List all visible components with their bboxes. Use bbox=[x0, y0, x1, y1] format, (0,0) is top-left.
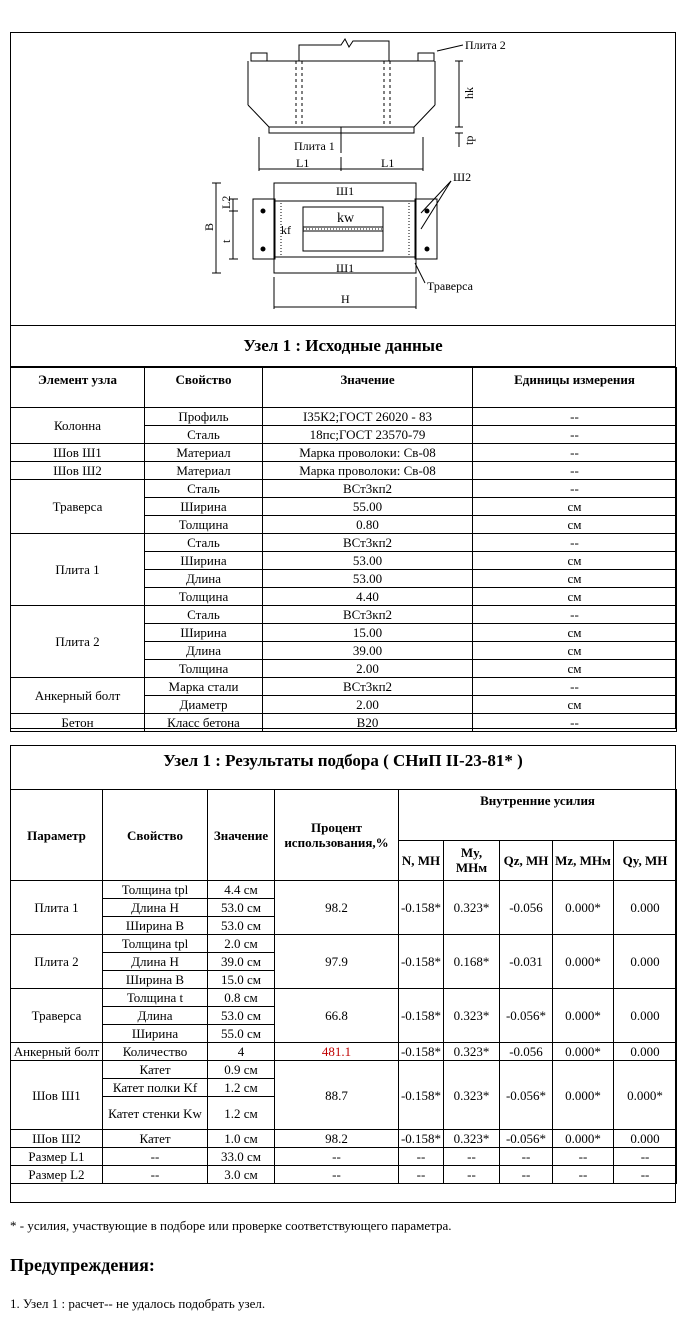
force-qz-cell: -0.056* bbox=[500, 989, 553, 1043]
property-cell: Материал bbox=[145, 462, 263, 480]
element-cell: Плита 2 bbox=[11, 606, 145, 678]
value-cell: 3.0 см bbox=[208, 1166, 275, 1184]
unit-cell: см bbox=[473, 624, 677, 642]
percent-cell: 98.2 bbox=[275, 881, 399, 935]
force-qy-cell: 0.000 bbox=[614, 881, 677, 935]
force-my-cell: 0.323* bbox=[444, 1043, 500, 1061]
table-row bbox=[11, 606, 677, 624]
force-mz-cell: 0.000* bbox=[553, 935, 614, 989]
value-cell: 39.0 см bbox=[208, 953, 275, 971]
property-cell: Толщина bbox=[145, 588, 263, 606]
value-cell: 33.0 см bbox=[208, 1148, 275, 1166]
unit-cell: -- bbox=[473, 444, 677, 462]
unit-cell: см bbox=[473, 570, 677, 588]
node-schematic bbox=[11, 33, 675, 325]
force-qz-cell: -0.056 bbox=[500, 1043, 553, 1061]
table-row bbox=[11, 1130, 677, 1148]
force-mz-cell: 0.000* bbox=[553, 1061, 614, 1130]
percent-cell: 97.9 bbox=[275, 935, 399, 989]
value-cell: I35К2;ГОСТ 26020 - 83 bbox=[263, 408, 473, 426]
unit-cell: -- bbox=[473, 534, 677, 552]
property-cell: Длина H bbox=[103, 899, 208, 917]
property-cell: Ширина bbox=[103, 1025, 208, 1043]
force-mz-cell: 0.000* bbox=[553, 881, 614, 935]
l2-label: L2 bbox=[219, 195, 233, 209]
element-cell: Шов Ш1 bbox=[11, 444, 145, 462]
force-n-cell: -0.158* bbox=[399, 935, 444, 989]
force-n-cell: -0.158* bbox=[399, 1061, 444, 1130]
value-cell: 1.0 см bbox=[208, 1130, 275, 1148]
input-data-block bbox=[10, 32, 676, 729]
unit-cell: см bbox=[473, 588, 677, 606]
property-cell: Ширина B bbox=[103, 917, 208, 935]
property-cell: Сталь bbox=[145, 534, 263, 552]
input-data-table bbox=[10, 367, 677, 732]
element-cell: Плита 1 bbox=[11, 534, 145, 606]
force-my-cell: -- bbox=[444, 1148, 500, 1166]
property-cell: Профиль bbox=[145, 408, 263, 426]
percent-cell: 66.8 bbox=[275, 989, 399, 1043]
value-cell: 4.40 bbox=[263, 588, 473, 606]
sh1-top-label: Ш1 bbox=[336, 184, 355, 198]
table-row bbox=[11, 1043, 677, 1061]
value-cell: 53.0 см bbox=[208, 1007, 275, 1025]
property-cell: Длина bbox=[145, 570, 263, 588]
h-label: H bbox=[341, 292, 350, 306]
value-cell: 39.00 bbox=[263, 642, 473, 660]
property-cell: Катет bbox=[103, 1061, 208, 1079]
property-cell: -- bbox=[103, 1166, 208, 1184]
table-row bbox=[11, 480, 677, 498]
header-element: Элемент узла bbox=[11, 368, 145, 408]
value-cell: B20 bbox=[263, 714, 473, 732]
param-cell: Траверса bbox=[11, 989, 103, 1043]
property-cell: Сталь bbox=[145, 426, 263, 444]
header-qy: Qy, МН bbox=[614, 840, 677, 880]
value-cell: 55.00 bbox=[263, 498, 473, 516]
value-cell: 53.00 bbox=[263, 552, 473, 570]
property-cell: Класс бетона bbox=[145, 714, 263, 732]
value-cell: 1.2 см bbox=[208, 1079, 275, 1097]
unit-cell: -- bbox=[473, 462, 677, 480]
force-my-cell: 0.168* bbox=[444, 935, 500, 989]
warning-item: 1. Узел 1 : расчет-- не удалось подобрать узел. bbox=[10, 1296, 266, 1311]
property-cell: Длина bbox=[103, 1007, 208, 1025]
property-cell: Сталь bbox=[145, 606, 263, 624]
t-label: t bbox=[219, 239, 233, 243]
table-row bbox=[11, 714, 677, 732]
l1-right-label: L1 bbox=[381, 156, 395, 170]
table-row bbox=[11, 1061, 677, 1079]
force-qy-cell: -- bbox=[614, 1148, 677, 1166]
table-row bbox=[11, 534, 677, 552]
header-param: Параметр bbox=[11, 790, 103, 881]
header-mz: Mz, МНм bbox=[553, 840, 614, 880]
value-cell: 53.00 bbox=[263, 570, 473, 588]
force-n-cell: -0.158* bbox=[399, 989, 444, 1043]
force-qz-cell: -0.056* bbox=[500, 1130, 553, 1148]
kf-label: kf bbox=[281, 223, 291, 237]
property-cell: Катет bbox=[103, 1130, 208, 1148]
force-qy-cell: 0.000 bbox=[614, 1043, 677, 1061]
force-mz-cell: -- bbox=[553, 1148, 614, 1166]
traverse-label: Траверса bbox=[427, 279, 473, 293]
value-cell: 18пс;ГОСТ 23570-79 bbox=[263, 426, 473, 444]
table-row bbox=[11, 408, 677, 426]
property-cell: Диаметр bbox=[145, 696, 263, 714]
property-cell: Длина bbox=[145, 642, 263, 660]
unit-cell: см bbox=[473, 552, 677, 570]
force-qy-cell: 0.000 bbox=[614, 935, 677, 989]
property-cell: Ширина bbox=[145, 624, 263, 642]
param-cell: Шов Ш2 bbox=[11, 1130, 103, 1148]
property-cell: Длина H bbox=[103, 953, 208, 971]
kw-label: kw bbox=[337, 211, 355, 226]
property-cell: Ширина bbox=[145, 552, 263, 570]
plate1-label: Плита 1 bbox=[294, 139, 335, 153]
element-cell: Траверса bbox=[11, 480, 145, 534]
percent-cell: -- bbox=[275, 1166, 399, 1184]
force-qy-cell: 0.000 bbox=[614, 989, 677, 1043]
l1-left-label: L1 bbox=[296, 156, 310, 170]
force-my-cell: -- bbox=[444, 1166, 500, 1184]
footnote: * - усилия, участвующие в подборе или проверке соответствующего параметра. bbox=[10, 1218, 452, 1233]
value-cell: 4.4 см bbox=[208, 881, 275, 899]
unit-cell: -- bbox=[473, 480, 677, 498]
force-qy-cell: -- bbox=[614, 1166, 677, 1184]
table-row bbox=[11, 935, 677, 953]
unit-cell: см bbox=[473, 498, 677, 516]
input-data-title: Узел 1 : Исходные данные bbox=[11, 326, 675, 367]
param-cell: Шов Ш1 bbox=[11, 1061, 103, 1130]
results-block bbox=[10, 745, 676, 1203]
force-n-cell: -- bbox=[399, 1148, 444, 1166]
param-cell: Плита 1 bbox=[11, 881, 103, 935]
property-cell: Марка стали bbox=[145, 678, 263, 696]
force-mz-cell: 0.000* bbox=[553, 989, 614, 1043]
param-cell: Размер L2 bbox=[11, 1166, 103, 1184]
percent-cell: 481.1 bbox=[275, 1043, 399, 1061]
value-cell: ВСт3кп2 bbox=[263, 480, 473, 498]
force-qy-cell: 0.000 bbox=[614, 1130, 677, 1148]
force-my-cell: 0.323* bbox=[444, 1130, 500, 1148]
value-cell: ВСт3кп2 bbox=[263, 678, 473, 696]
unit-cell: -- bbox=[473, 678, 677, 696]
header-percent: Процент использования,% bbox=[275, 790, 399, 881]
unit-cell: см bbox=[473, 696, 677, 714]
force-qz-cell: -0.056* bbox=[500, 1061, 553, 1130]
value-cell: ВСт3кп2 bbox=[263, 534, 473, 552]
force-n-cell: -- bbox=[399, 1166, 444, 1184]
value-cell: 4 bbox=[208, 1043, 275, 1061]
force-mz-cell: -- bbox=[553, 1166, 614, 1184]
results-title: Узел 1 : Результаты подбора ( СНиП II-23-81* ) bbox=[11, 746, 675, 790]
property-cell: Толщина tpl bbox=[103, 935, 208, 953]
force-my-cell: 0.323* bbox=[444, 881, 500, 935]
force-qz-cell: -- bbox=[500, 1148, 553, 1166]
header-property: Свойство bbox=[145, 368, 263, 408]
force-n-cell: -0.158* bbox=[399, 1043, 444, 1061]
header-prop: Свойство bbox=[103, 790, 208, 881]
value-cell: 0.9 см bbox=[208, 1061, 275, 1079]
property-cell: -- bbox=[103, 1148, 208, 1166]
property-cell: Ширина B bbox=[103, 971, 208, 989]
table-row bbox=[11, 678, 677, 696]
unit-cell: -- bbox=[473, 606, 677, 624]
param-cell: Плита 2 bbox=[11, 935, 103, 989]
node-drawing bbox=[11, 33, 675, 326]
value-cell: 55.0 см bbox=[208, 1025, 275, 1043]
element-cell: Бетон bbox=[11, 714, 145, 732]
force-n-cell: -0.158* bbox=[399, 881, 444, 935]
property-cell: Ширина bbox=[145, 498, 263, 516]
percent-cell: 98.2 bbox=[275, 1130, 399, 1148]
property-cell: Катет стенки Kw bbox=[103, 1097, 208, 1130]
value-cell: Марка проволоки: Св-08 bbox=[263, 462, 473, 480]
property-cell: Материал bbox=[145, 444, 263, 462]
header-forces: Внутренние усилия bbox=[399, 790, 677, 841]
force-my-cell: 0.323* bbox=[444, 1061, 500, 1130]
percent-cell: 88.7 bbox=[275, 1061, 399, 1130]
element-cell: Шов Ш2 bbox=[11, 462, 145, 480]
table-row bbox=[11, 989, 677, 1007]
property-cell: Толщина t bbox=[103, 989, 208, 1007]
property-cell: Толщина bbox=[145, 660, 263, 678]
results-table bbox=[10, 789, 677, 1184]
table-row bbox=[11, 444, 677, 462]
param-cell: Размер L1 bbox=[11, 1148, 103, 1166]
header-qz: Qz, МН bbox=[500, 840, 553, 880]
unit-cell: -- bbox=[473, 426, 677, 444]
param-cell: Анкерный болт bbox=[11, 1043, 103, 1061]
warnings-title: Предупреждения: bbox=[10, 1255, 155, 1275]
input-data-rows bbox=[11, 408, 677, 732]
unit-cell: см bbox=[473, 660, 677, 678]
force-mz-cell: 0.000* bbox=[553, 1130, 614, 1148]
unit-cell: см bbox=[473, 516, 677, 534]
property-cell: Толщина tpl bbox=[103, 881, 208, 899]
header-units: Единицы измерения bbox=[473, 368, 677, 408]
property-cell: Сталь bbox=[145, 480, 263, 498]
header-my: My, МНм bbox=[444, 840, 500, 880]
tp-label: tp bbox=[462, 135, 476, 145]
header-n: N, МН bbox=[399, 840, 444, 880]
unit-cell: -- bbox=[473, 714, 677, 732]
element-cell: Колонна bbox=[11, 408, 145, 444]
unit-cell: -- bbox=[473, 408, 677, 426]
table-row bbox=[11, 1166, 677, 1184]
force-qz-cell: -- bbox=[500, 1166, 553, 1184]
plate2-label: Плита 2 bbox=[465, 38, 506, 52]
value-cell: 15.0 см bbox=[208, 971, 275, 989]
force-qz-cell: -0.056 bbox=[500, 881, 553, 935]
property-cell: Толщина bbox=[145, 516, 263, 534]
value-cell: 15.00 bbox=[263, 624, 473, 642]
header-value: Значение bbox=[208, 790, 275, 881]
results-rows bbox=[11, 881, 677, 1184]
sh2-label: Ш2 bbox=[453, 170, 472, 184]
hk-label: hk bbox=[462, 87, 476, 99]
force-n-cell: -0.158* bbox=[399, 1130, 444, 1148]
value-cell: 2.0 см bbox=[208, 935, 275, 953]
value-cell: 1.2 см bbox=[208, 1097, 275, 1130]
property-cell: Катет полки Kf bbox=[103, 1079, 208, 1097]
b-label: B bbox=[202, 222, 216, 231]
force-my-cell: 0.323* bbox=[444, 989, 500, 1043]
value-cell: 2.00 bbox=[263, 660, 473, 678]
table-row bbox=[11, 881, 677, 899]
unit-cell: см bbox=[473, 642, 677, 660]
sh1-bottom-label: Ш1 bbox=[336, 261, 355, 275]
table-row bbox=[11, 1148, 677, 1166]
value-cell: 0.80 bbox=[263, 516, 473, 534]
force-mz-cell: 0.000* bbox=[553, 1043, 614, 1061]
table-row bbox=[11, 462, 677, 480]
force-qz-cell: -0.031 bbox=[500, 935, 553, 989]
force-qy-cell: 0.000* bbox=[614, 1061, 677, 1130]
header-value: Значение bbox=[263, 368, 473, 408]
element-cell: Анкерный болт bbox=[11, 678, 145, 714]
property-cell: Количество bbox=[103, 1043, 208, 1061]
percent-cell: -- bbox=[275, 1148, 399, 1166]
value-cell: Марка проволоки: Св-08 bbox=[263, 444, 473, 462]
value-cell: ВСт3кп2 bbox=[263, 606, 473, 624]
value-cell: 2.00 bbox=[263, 696, 473, 714]
value-cell: 53.0 см bbox=[208, 899, 275, 917]
value-cell: 0.8 см bbox=[208, 989, 275, 1007]
value-cell: 53.0 см bbox=[208, 917, 275, 935]
